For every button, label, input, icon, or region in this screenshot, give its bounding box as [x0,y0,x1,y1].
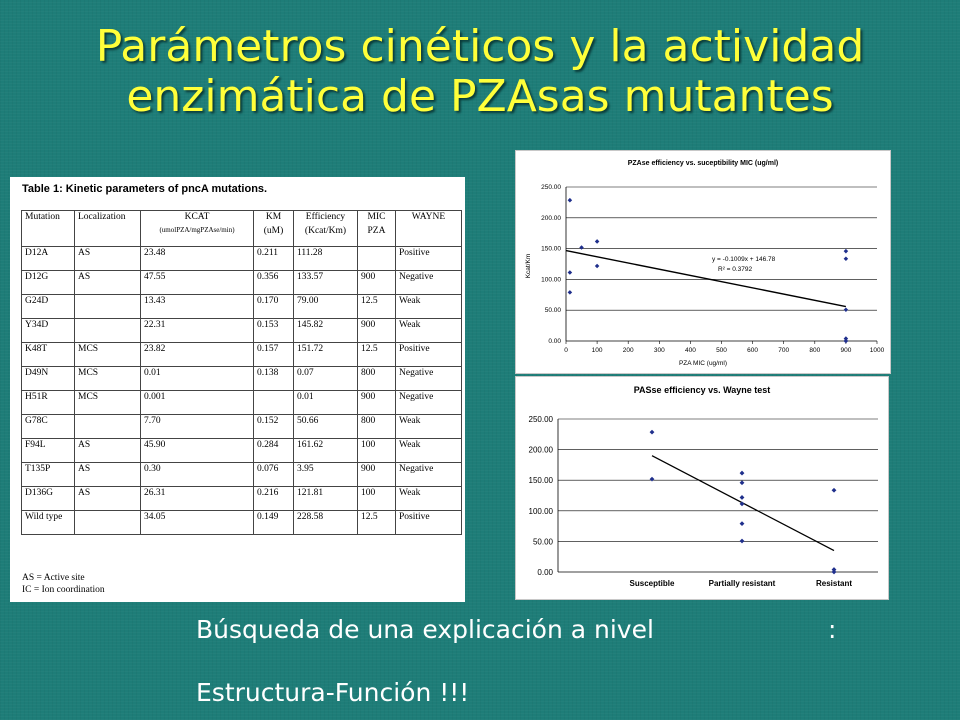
caption-line-2: Estructura-Función !!! [196,678,470,707]
cell-wayne: Weak [396,295,462,319]
chart1-x-tick: 700 [778,347,790,354]
cell-mutation: Y34D [22,319,75,343]
chart1-x-tick: 400 [684,347,696,354]
cell-wayne: Weak [396,415,462,439]
cell-mic: 800 [358,367,396,391]
cell-kcat: 0.01 [141,367,254,391]
chart1-point [844,256,849,261]
cell-localization [75,511,141,535]
table-row [22,487,462,511]
header-mic-unit: PZA [367,226,386,236]
chart1-ylabel: Kcat/Km [525,253,532,279]
cell-km: 0.211 [254,247,294,271]
cell-mic: 12.5 [358,295,396,319]
chart2-point [740,471,745,476]
header-localization: Localization [75,211,141,247]
cell-kcat: 7.70 [141,415,254,439]
table-row [22,295,462,319]
chart1-x-tick: 800 [809,347,821,354]
cell-mic: 100 [358,487,396,511]
chart1-x-tick: 500 [716,347,727,354]
cell-kcat: 45.90 [141,439,254,463]
chart2-category-label: Susceptible [629,579,675,588]
cell-wayne: Negative [396,391,462,415]
cell-efficiency: 161.62 [294,439,358,463]
chart2-point [650,477,655,482]
cell-km: 0.170 [254,295,294,319]
table-row [22,343,462,367]
note-active-site: AS = Active site [22,573,85,583]
cell-wayne: Negative [396,463,462,487]
chart1-point [568,270,573,275]
chart1-y-tick: 200.00 [541,214,561,222]
cell-km: 0.152 [254,415,294,439]
cell-localization: MCS [75,343,141,367]
cell-localization [75,415,141,439]
cell-mic: 100 [358,439,396,463]
table-row [22,415,462,439]
chart2-point [832,488,837,493]
cell-efficiency: 151.72 [294,343,358,367]
chart2-y-tick: 100.00 [528,506,553,516]
chart1-point [568,290,573,295]
cell-localization: AS [75,463,141,487]
header-mutation: Mutation [22,211,75,247]
caption-text-1: Búsqueda de una explicación a nivel [196,615,654,644]
efficiency-vs-wayne-svg [516,377,888,599]
cell-localization: AS [75,271,141,295]
header-kcat-unit: (umolPZA/mgPZAse/min) [159,226,235,234]
chart2-category-label: Partially resistant [708,579,776,588]
cell-mutation: F94L [22,439,75,463]
title-line-2: enzimática de PZAsas mutantes [126,71,834,122]
chart1-x-tick: 900 [840,347,852,354]
header-mic [358,211,396,247]
chart2-title: PASse efficiency vs. Wayne test [633,385,771,395]
chart2-point [740,521,745,526]
header-km-label: KM [265,212,282,222]
caption-colon: : [828,615,837,644]
chart1-title: PZAse efficiency vs. suceptibility MIC (ug/ml) [627,160,779,167]
header-efficiency [294,211,358,247]
header-kcat [141,211,254,247]
chart1-y-tick: 50.00 [544,307,561,315]
table-notes [22,572,105,596]
cell-km [254,391,294,415]
chart2-y-tick: 200.00 [528,445,553,455]
efficiency-vs-mic-svg [516,151,890,373]
cell-km: 0.076 [254,463,294,487]
table-row [22,439,462,463]
chart1-equation: y = -0.1009x + 146.78 [712,256,776,263]
header-kcat-label: KCAT [184,212,210,222]
cell-efficiency: 79.00 [294,295,358,319]
table-row [22,319,462,343]
chart1-y-tick: 250.00 [541,184,561,191]
chart2-y-tick: 150.00 [528,476,553,486]
cell-mutation: D12G [22,271,75,295]
cell-localization: MCS [75,367,141,391]
cell-mic: 900 [358,391,396,415]
chart1-y-tick: 100.00 [541,276,561,284]
cell-mutation: K48T [22,343,75,367]
chart1-xlabel: PZA MIC (ug/ml) [678,360,728,367]
chart1-y-tick: 0.00 [548,338,561,345]
cell-km: 0.157 [254,343,294,367]
cell-wayne: Positive [396,343,462,367]
cell-localization [75,319,141,343]
table-body [22,247,462,535]
chart2-point [650,430,655,435]
table-row [22,511,462,535]
cell-efficiency: 3.95 [294,463,358,487]
cell-efficiency: 133.57 [294,271,358,295]
chart1-point [595,239,600,244]
table-caption: Table 1: Kinetic parameters of pncA mutations. [22,183,268,195]
header-efficiency-unit: (Kcat/Km) [304,226,347,236]
cell-mutation: H51R [22,391,75,415]
cell-efficiency: 0.01 [294,391,358,415]
cell-wayne: Weak [396,439,462,463]
cell-efficiency: 111.28 [294,247,358,271]
cell-mic: 12.5 [358,343,396,367]
cell-kcat: 22.31 [141,319,254,343]
cell-localization: AS [75,247,141,271]
table-row [22,463,462,487]
chart1-x-tick: 600 [747,347,759,354]
cell-mic: 900 [358,463,396,487]
cell-kcat: 13.43 [141,295,254,319]
efficiency-vs-mic-chart [515,150,891,374]
cell-mutation: G24D [22,295,75,319]
cell-efficiency: 121.81 [294,487,358,511]
chart1-x-tick: 300 [653,347,665,354]
cell-localization: AS [75,487,141,511]
cell-mic: 12.5 [358,511,396,535]
cell-km: 0.153 [254,319,294,343]
cell-mutation: D49N [22,367,75,391]
cell-localization: AS [75,439,141,463]
chart1-point [595,264,600,269]
cell-mutation: G78C [22,415,75,439]
cell-kcat: 0.30 [141,463,254,487]
header-km-unit: (uM) [263,226,284,236]
kinetic-table-panel [10,177,465,602]
chart1-x-tick: 0 [564,347,568,354]
cell-kcat: 23.48 [141,247,254,271]
chart1-y-tick: 150.00 [541,245,561,253]
title-line-1: Parámetros cinéticos y la actividad [95,21,865,72]
cell-wayne: Weak [396,487,462,511]
chart1-point [579,245,584,250]
cell-efficiency: 50.66 [294,415,358,439]
cell-efficiency: 228.58 [294,511,358,535]
chart1-point [844,249,849,254]
cell-efficiency: 145.82 [294,319,358,343]
cell-km: 0.356 [254,271,294,295]
chart1-point [844,308,849,313]
cell-kcat: 23.82 [141,343,254,367]
cell-wayne: Negative [396,271,462,295]
chart2-y-tick: 50.00 [532,537,553,547]
cell-wayne: Weak [396,319,462,343]
cell-mic: 900 [358,271,396,295]
cell-mic: 900 [358,319,396,343]
table-row [22,247,462,271]
slide-title [0,22,960,122]
header-km [254,211,294,247]
cell-mic [358,247,396,271]
kinetic-parameters-table [21,210,462,535]
chart1-r-squared: R² = 0.3792 [718,266,753,273]
chart1-x-tick: 200 [622,347,634,354]
cell-kcat: 26.31 [141,487,254,511]
cell-kcat: 34.05 [141,511,254,535]
table-row [22,367,462,391]
cell-efficiency: 0.07 [294,367,358,391]
chart2-y-tick: 0.00 [537,568,553,577]
cell-km: 0.284 [254,439,294,463]
cell-km: 0.149 [254,511,294,535]
header-efficiency-label: Efficiency [305,212,346,222]
chart1-x-tick: 100 [591,347,603,354]
cell-mutation: D136G [22,487,75,511]
note-ion-coordination: IC = Ion coordination [22,585,105,595]
header-mic-label: MIC [367,212,386,222]
caption-line-1 [196,615,837,645]
cell-km: 0.138 [254,367,294,391]
header-wayne: WAYNE [396,211,462,247]
cell-kcat: 47.55 [141,271,254,295]
cell-km: 0.216 [254,487,294,511]
table-header-row [22,211,462,247]
cell-mutation: D12A [22,247,75,271]
chart2-point [740,539,745,544]
table-row [22,391,462,415]
table-row [22,271,462,295]
cell-kcat: 0.001 [141,391,254,415]
efficiency-vs-wayne-chart [515,376,889,600]
cell-wayne: Positive [396,511,462,535]
cell-wayne: Negative [396,367,462,391]
chart2-y-tick: 250.00 [528,415,553,424]
chart1-point [568,198,573,203]
chart1-point [844,339,849,344]
cell-mutation: T135P [22,463,75,487]
cell-localization: MCS [75,391,141,415]
cell-mutation: Wild type [22,511,75,535]
cell-wayne: Positive [396,247,462,271]
cell-localization [75,295,141,319]
chart1-trendline [566,251,846,307]
chart2-category-label: Resistant [815,579,853,588]
chart2-point [740,495,745,500]
cell-mic: 800 [358,415,396,439]
chart1-x-tick: 1000 [869,347,885,354]
chart2-point [740,480,745,485]
